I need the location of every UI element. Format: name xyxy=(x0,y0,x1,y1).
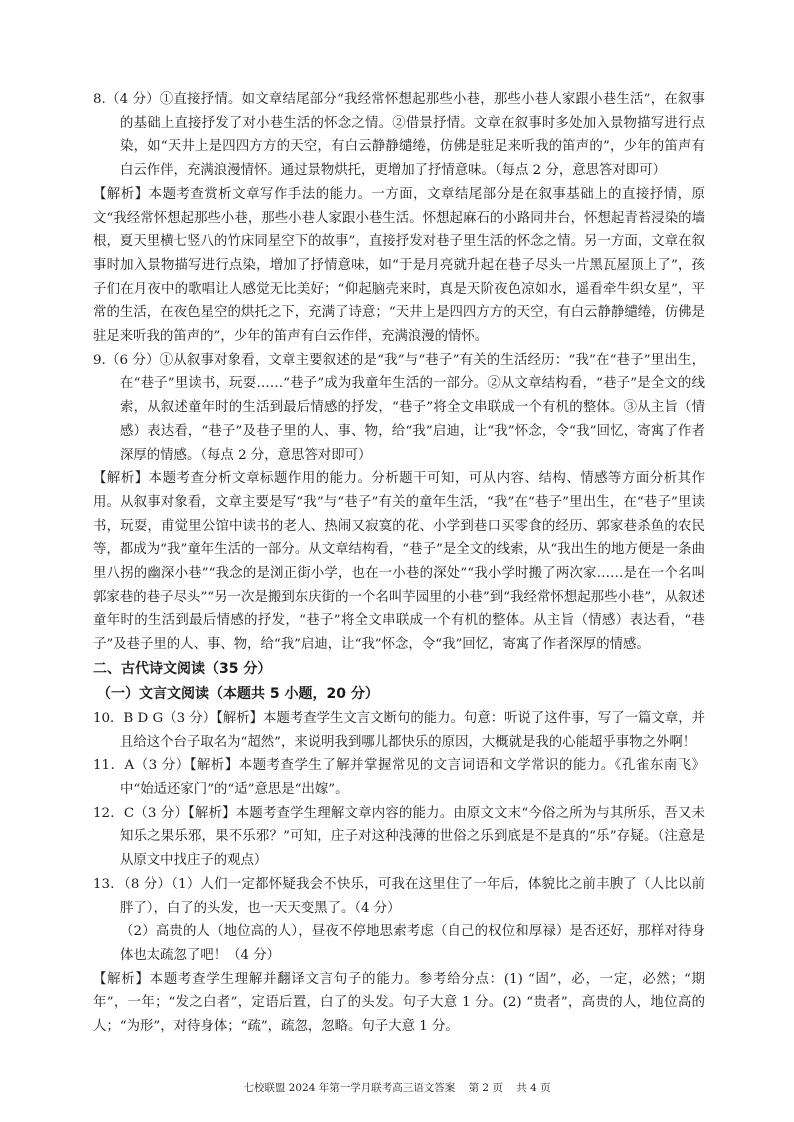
answer-q11: 11．A（3 分）【解析】本题考查学生了解并掌握常见的文言词语和文学常识的能力。《孔雀东南飞》中“始适还家门”的“适”意思是“出嫁”。 xyxy=(93,758,705,797)
analysis-q13: 【解析】本题考查学生理解并翻译文言句子的能力。参考给分点：(1) “固”，必，一定，必然；“期年”，一年；“发之白者”，定语后置，白了的头发。句子大意 1 分。(2) “贵者”，高贵的人，地位高的人；“为形”，对待身体；“疏”，疏忽，忽略。句子大意 1 分。 xyxy=(93,971,705,1035)
analysis-q9: 【解析】本题考查分析文章标题作用的能力。分析题干可知，可从内容、结构、情感等方面分析其作用。从叙事对象看，文章主要是写“我”与“巷子”有关的童年生活，“我”在“巷子”里出生，在“巷子”里读书，玩耍，甫觉里公馆中读书的老人、热闹又寂寞的花、小学到巷口买零食的经历、郭家巷杀鱼的农民等，都成为“我”童年生活的一部分。从文章结构看，“巷子”是全文的线索，从“我出生的地方便是一条曲里八拐的幽深小巷”“我念的是浏正街小学，也在一小巷的深处”“我小学时搬了两次家……是在一个名叫郭家巷的巷子尽头”“另一次是搬到东庆街的一个名叫芋园里的小巷”到“我经常怀想起那些小巷”，从叙述童年时的生活到最后情感的抒发，“巷子”将全文串联成一个有机的整体。从主旨（情感）表达看，“巷子”及巷子里的人、事、物，给“我”启迪，让“我”怀念，令“我”回忆，寄寓了作者深厚的情感。 xyxy=(93,471,705,653)
answer-q10: 10．B D G（3 分）【解析】本题考查学生文言文断句的能力。句意：听说了这件事，写了一篇文章，并且给这个台子取名为“超然”，来说明我到哪儿都快乐的原因，大概就是我的心能超乎事物之外啊！ xyxy=(93,710,705,750)
footer-page-number: 第 2 页 xyxy=(468,1082,503,1094)
analysis-q8: 【解析】本题考查赏析文章写作手法的能力。一方面，文章结尾部分是在叙事基础上的直接抒情，原文“我经常怀想起那些小巷，那些小巷人家跟小巷生活。怀想起麻石的小路同井台，怀想起青苔浸染的墙根，夏天里横七竖八的竹床同星空下的故事”，直接抒发对巷子里生活的怀念之情。另一方面，文章在叙事时加入景物描写进行点染，增加了抒情意味，如“于是月亮就升起在巷子尽头一片黑瓦屋顶上了”，孩子们在月夜中的歌唱让人感觉无比美好；“仰起脑壳来时，真是天阶夜色凉如水，遥看牵牛织女星”，平常的生活，在夜色星空的烘托之下，充满了诗意；“天井上是四四方方的天空，有白云静静缱绻，仿佛是驻足来听我的笛声的”，少年的笛声有白云作伴，充满浪漫的情怀。 xyxy=(93,186,705,345)
answer-q9: 9.（6 分）①从叙事对象看，文章主要叙述的是“我”与“巷子”有关的生活经历：“我”在“巷子”里出生，在“巷子”里读书，玩耍……“巷子”成为我童年生活的一部分。②从文章结构看，“巷子”是全文的线索，从叙述童年时的生活到最后情感的抒发，“巷子”将全文串联成一个有机的整体。③从主旨（情感）表达看，“巷子”及巷子里的人、事、物，给“我”启迪，让“我”怀念，令“我”回忆，寄寓了作者深厚的情感。（每点 2 分，意思答对即可） xyxy=(93,352,705,463)
answer-q12: 12．C（3 分）【解析】本题考查学生理解文章内容的能力。由原文文末“今俗之所为与其所乐，吾又未知乐之果乐邪，果不乐邪？”可知，庄子对这种浅薄的世俗之乐到底是不是真的“乐”存疑。（注意是从原文中找庄子的观点） xyxy=(93,805,705,869)
section-heading-ancient-poetry: 二、古代诗文阅读（35 分） xyxy=(93,660,272,677)
footer-title: 七校联盟 2024 年第一学月联考高三语文答案 xyxy=(243,1082,456,1094)
footer-total-pages: 共 4 页 xyxy=(516,1082,551,1094)
subsection-heading-classical-chinese: （一）文言文阅读（本题共 5 小题，20 分） xyxy=(97,685,379,702)
answer-q8: 8.（4 分）①直接抒情。如文章结尾部分“我经常怀想起那些小巷，那些小巷人家跟小巷生活”，在叙事的基础上直接抒发了对小巷生活的怀念之情。②借景抒情。文章在叙事时多处加入景物描写进行点染，如“天井上是四四方方的天空，有白云静静缱绻，仿佛是驻足来听我的笛声的”，少年的笛声有白云作伴，充满浪漫情怀。通过景物烘托，更增加了抒情意味。（每点 2 分，意思答对即可） xyxy=(93,92,705,179)
page-footer xyxy=(0,1080,794,1095)
answer-content xyxy=(93,88,705,1039)
answer-q13-1: 13．（8 分）（1）人们一定都怀疑我会不快乐，可我在这里住了一年后，体貌比之前丰腴了（人比以前胖了），白了的头发，也一天天变黑了。（4 分） xyxy=(93,876,705,916)
answer-q13-2: （2）高贵的人（地位高的人），昼夜不停地思索考虑（自己的权位和厚禄）是否还好，那样对待身体也太疏忽了吧！（4 分） xyxy=(120,924,705,963)
